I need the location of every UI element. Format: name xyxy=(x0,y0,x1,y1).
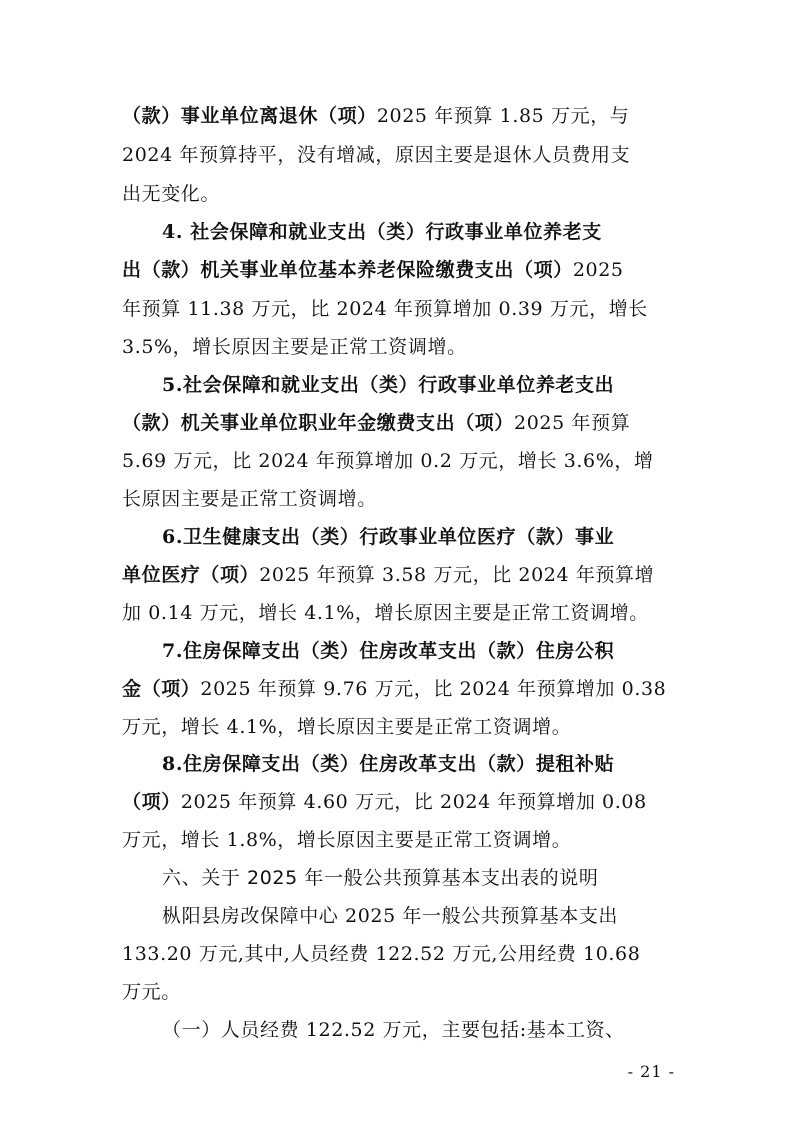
body-text: 133.20 万元,其中,人员经费 122.52 万元,公用经费 10.68 xyxy=(122,943,641,965)
paragraph-line xyxy=(122,182,220,206)
paragraph-line xyxy=(122,601,649,625)
body-text: 年预算 11.38 万元，比 2024 年预算增加 0.39 万元，增长 xyxy=(122,298,648,320)
body-text: 枞阳县房改保障中心 2025 年一般公共预算基本支出 xyxy=(162,905,619,927)
body-text: 2024 年预算持平，没有增减，原因主要是退休人员费用支 xyxy=(122,144,631,166)
body-text: 长原因主要是正常工资调增。 xyxy=(122,488,377,510)
body-text: 出无变化。 xyxy=(122,183,221,205)
body-text: 加 0.14 万元，增长 4.1%，增长原因主要是正常工资调增。 xyxy=(122,602,649,624)
paragraph-line xyxy=(122,411,630,435)
bold-text: 单位医疗（项） xyxy=(122,564,260,586)
paragraph-line xyxy=(122,258,624,282)
body-text: 万元，增长 1.8%，增长原因主要是正常工资调增。 xyxy=(122,829,572,851)
paragraph-line xyxy=(122,335,467,359)
section-heading xyxy=(162,866,598,890)
bold-text: （款）事业单位离退休（项） xyxy=(122,105,377,127)
bold-text: 金（项） xyxy=(122,678,201,700)
bold-text: （项） xyxy=(122,791,181,813)
paragraph-line xyxy=(122,677,666,701)
body-text: 3.5%，增长原因主要是正常工资调增。 xyxy=(122,336,467,358)
paragraph-line xyxy=(122,828,571,852)
paragraph-line xyxy=(162,752,614,776)
bold-text: 4. 社会保障和就业支出（类）行政事业单位养老支 xyxy=(162,221,602,243)
body-text: 2025 年预算 3.58 万元，比 2024 年预算增 xyxy=(259,564,655,586)
paragraph-line xyxy=(162,904,618,928)
paragraph-line xyxy=(122,297,648,321)
paragraph-line xyxy=(162,1018,625,1042)
paragraph-line xyxy=(122,563,654,587)
body-text: 2025 年预算 xyxy=(514,412,631,434)
body-text: 2025 年预算 1.85 万元，与 xyxy=(376,105,630,127)
body-text: 5.69 万元，比 2024 年预算增加 0.2 万元，增长 3.6%，增 xyxy=(122,450,654,472)
paragraph-line xyxy=(122,715,571,739)
bold-text: 6.卫生健康支出（类）行政事业单位医疗（款）事业 xyxy=(162,526,615,548)
paragraph-line xyxy=(122,980,181,1004)
bold-text: 5.社会保障和就业支出（类）行政事业单位养老支出 xyxy=(162,374,615,396)
paragraph-line xyxy=(122,449,654,473)
bold-text: （款）机关事业单位职业年金缴费支出（项） xyxy=(122,412,515,434)
bold-text: 8.住房保障支出（类）住房改革支出（款）提租补贴 xyxy=(162,753,615,775)
body-text: 2025 年预算 4.60 万元，比 2024 年预算增加 0.08 xyxy=(180,791,647,813)
paragraph-line xyxy=(122,104,629,128)
paragraph-line xyxy=(162,525,614,549)
paragraph-line xyxy=(162,639,614,663)
body-text: 2025 xyxy=(572,259,624,281)
section-heading-text: 六、关于 2025 年一般公共预算基本支出表的说明 xyxy=(162,867,599,889)
bold-text: 出（款）机关事业单位基本养老保险缴费支出（项） xyxy=(122,259,573,281)
paragraph-line xyxy=(122,790,647,814)
paragraph-line xyxy=(122,487,377,511)
page-number: - 21 - xyxy=(627,1062,675,1081)
paragraph-line xyxy=(162,220,602,244)
body-text: 2025 年预算 9.76 万元，比 2024 年预算增加 0.38 xyxy=(200,678,667,700)
body-text: 万元。 xyxy=(122,981,181,1003)
bold-text: 7.住房保障支出（类）住房改革支出（款）住房公积 xyxy=(162,640,615,662)
paragraph-line xyxy=(162,373,614,397)
body-text: （一）人员经费 122.52 万元，主要包括:基本工资、 xyxy=(162,1019,625,1041)
body-text: 万元，增长 4.1%，增长原因主要是正常工资调增。 xyxy=(122,716,572,738)
paragraph-line xyxy=(122,143,630,167)
paragraph-line xyxy=(122,942,640,966)
